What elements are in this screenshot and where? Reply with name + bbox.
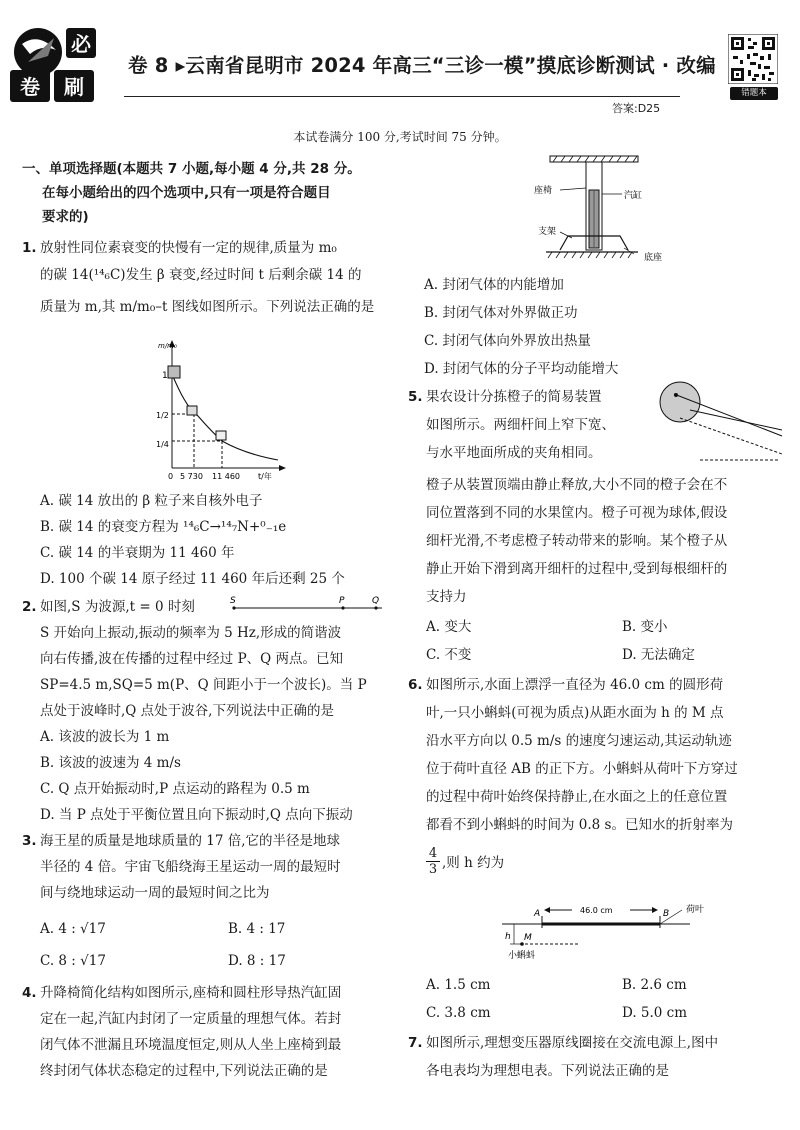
q4-stem-line2: 定在一起,汽缸内封闭了一定质量的理想气体。若封: [40, 1011, 342, 1027]
q5-stem-line3: 与水平地面所成的夹角相同。: [426, 445, 602, 461]
q5-stem-line7: 静止开始下滑到离开细杆的过程中,受到每根细杆的: [426, 561, 728, 577]
q4-lift-chair-figure: [520, 150, 690, 270]
q5-sorting-device-figure: [650, 380, 785, 470]
logo-char-right: 刷: [64, 75, 84, 99]
section-heading-line2: 在每小题给出的四个选项中,只有一项是符合题目: [42, 185, 331, 201]
q1-y-tick-quarter: 1/4: [156, 440, 169, 449]
q1-y-tick-half: 1/2: [156, 411, 169, 420]
q4-label-cylinder: 汽缸: [624, 191, 643, 201]
q1-stem-line1: 放射性同位素衰变的快慢有一定的规律,质量为 m₀: [40, 240, 337, 256]
q6-label-b: B: [663, 909, 670, 919]
q1-x-tick-5730: 5 730: [180, 472, 203, 480]
q4-option-c[interactable]: C. 封闭气体向外界放出热量: [424, 333, 591, 349]
q4-label-seat: 座椅: [534, 186, 553, 196]
q3-option-b[interactable]: B. 4 : 17: [228, 921, 286, 937]
q1-option-c[interactable]: C. 碳 14 的半衰期为 11 460 年: [40, 545, 235, 561]
q2-wave-figure: [226, 592, 386, 616]
q7-stem-line1: 如图所示,理想变压器原线圈接在交流电源上,图中: [426, 1035, 719, 1051]
q6-option-c[interactable]: C. 3.8 cm: [426, 1005, 491, 1021]
q5-stem-line8: 支持力: [426, 589, 467, 605]
q6-option-d[interactable]: D. 5.0 cm: [622, 1005, 688, 1021]
header-divider: [124, 96, 680, 97]
q1-option-b[interactable]: B. 碳 14 的衰变方程为 ¹⁴₆C→¹⁴₇N+⁰₋₁e: [40, 519, 287, 535]
q1-option-d[interactable]: D. 100 个碳 14 原子经过 11 460 年后还剩 25 个: [40, 571, 345, 587]
q6-number: 6.: [408, 677, 423, 693]
q1-x-tick-0: 0: [168, 472, 174, 480]
logo-char-left: 卷: [20, 75, 40, 99]
q4-option-a[interactable]: A. 封闭气体的内能增加: [424, 277, 564, 293]
q5-number: 5.: [408, 389, 423, 405]
q5-stem-line5: 同位置落到不同的水果筐内。橙子可视为球体,假设: [426, 505, 728, 521]
q2-label-p: P: [339, 596, 345, 606]
q1-number: 1.: [22, 240, 37, 256]
q6-fraction-numerator: 4: [428, 846, 438, 861]
q1-option-a[interactable]: A. 碳 14 放出的 β 粒子来自核外电子: [40, 493, 263, 509]
section-heading-line3: 要求的): [42, 209, 89, 225]
q3-option-c[interactable]: C. 8 : √17: [40, 953, 106, 969]
brand-logo: [8, 24, 120, 104]
q5-option-d[interactable]: D. 无法确定: [622, 647, 695, 663]
q5-stem-line6: 细杆光滑,不考虑橙子转动带来的影响。某个橙子从: [426, 533, 728, 549]
q6-label-tadpole: 小蝌蚪: [508, 951, 536, 961]
q2-stem-line3: 向右传播,波在传播的过程中经过 P、Q 两点。已知: [40, 651, 344, 667]
qr-code-icon[interactable]: [728, 34, 778, 84]
q6-stem-line6: 都看不到小蝌蚪的时间为 0.8 s。已知水的折射率为: [426, 817, 733, 833]
q7-number: 7.: [408, 1035, 423, 1051]
exam-info: 本试卷满分 100 分,考试时间 75 分钟。: [293, 130, 507, 144]
q6-fraction-denominator: 3: [426, 861, 440, 877]
section-heading-line1: 一、单项选择题(本题共 7 小题,每小题 4 分,共 28 分。: [22, 161, 361, 177]
q3-option-a[interactable]: A. 4 : √17: [40, 921, 106, 937]
q3-stem-line2: 半径的 4 倍。宇宙飞船绕海王星运动一周的最短时: [40, 859, 341, 875]
q2-option-b[interactable]: B. 该波的波速为 4 m/s: [40, 755, 181, 771]
q3-option-d[interactable]: D. 8 : 17: [228, 953, 286, 969]
q7-stem-line2: 各电表均为理想电表。下列说法正确的是: [426, 1063, 669, 1079]
logo-char-top: 必: [71, 32, 91, 56]
q5-option-c[interactable]: C. 不变: [426, 647, 472, 663]
q2-label-s: S: [230, 596, 236, 606]
q6-stem-line5: 的过程中荷叶始终保持静止,在水面之上的任意位置: [426, 789, 728, 805]
q2-stem-line5: 点处于波峰时,Q 点处于波谷,下列说法中正确的是: [40, 703, 334, 719]
q1-stem-line2: 的碳 14(¹⁴₆C)发生 β 衰变,经过时间 t 后剩余碳 14 的: [40, 267, 362, 283]
q2-stem-line4: SP=4.5 m,SQ=5 m(P、Q 间距小于一个波长)。当 P: [40, 677, 367, 693]
q6-label-m: M: [524, 933, 532, 943]
q2-stem-line2: S 开始向上振动,振动的频率为 5 Hz,形成的简谐波: [40, 625, 342, 641]
q6-stem-line7: ,则 h 约为: [442, 855, 505, 871]
q4-label-stand: 支架: [538, 227, 557, 237]
q4-stem-line1: 升降椅简化结构如图所示,座椅和圆柱形导热汽缸固: [40, 985, 342, 1001]
q6-stem-line1: 如图所示,水面上漂浮一直径为 46.0 cm 的圆形荷: [426, 677, 724, 693]
q2-stem-line1: 如图,S 为波源,t = 0 时刻: [40, 599, 195, 615]
q3-number: 3.: [22, 833, 37, 849]
q1-y-tick-1: 1: [162, 371, 168, 381]
q1-x-axis-label: t/年: [258, 472, 272, 480]
q5-stem-line4: 橙子从装置顶端由静止释放,大小不同的橙子会在不: [426, 477, 728, 493]
q4-option-d[interactable]: D. 封闭气体的分子平均动能增大: [424, 361, 619, 377]
qr-label: 错题本: [730, 87, 778, 100]
q2-option-c[interactable]: C. Q 点开始振动时,P 点运动的路程为 0.5 m: [40, 781, 310, 797]
q5-option-a[interactable]: A. 变大: [426, 619, 472, 635]
q6-stem-line3: 沿水平方向以 0.5 m/s 的速度匀速运动,其运动轨迹: [426, 733, 732, 749]
q1-x-tick-11460: 11 460: [212, 472, 240, 480]
q4-number: 4.: [22, 985, 37, 1001]
q1-decay-graph: [150, 336, 290, 480]
q6-label-h: h: [505, 932, 511, 942]
q1-y-axis-label: m/m₀: [158, 342, 177, 350]
q6-lotus-leaf-figure: [500, 894, 730, 964]
q2-option-a[interactable]: A. 该波的波长为 1 m: [40, 729, 170, 745]
q6-label-diameter: 46.0 cm: [580, 906, 613, 915]
q6-label-lotus: 荷叶: [686, 905, 705, 915]
q3-stem-line1: 海王星的质量是地球质量的 17 倍,它的半径是地球: [40, 833, 341, 849]
q5-stem-line2: 如图所示。两细杆间上窄下宽、: [426, 417, 615, 433]
q4-stem-line3: 闭气体不泄漏且环境温度恒定,则从人坐上座椅到最: [40, 1037, 342, 1053]
q2-number: 2.: [22, 599, 37, 615]
answer-code: 答案:D25: [612, 102, 661, 115]
q6-option-a[interactable]: A. 1.5 cm: [426, 977, 491, 993]
q6-stem-line2: 叶,一只小蝌蚪(可视为质点)从距水面为 h 的 M 点: [426, 705, 724, 721]
q6-option-b[interactable]: B. 2.6 cm: [622, 977, 687, 993]
q1-stem-line3: 质量为 m,其 m/m₀–t 图线如图所示。下列说法正确的是: [40, 299, 375, 315]
q6-label-a: A: [534, 909, 541, 919]
q4-option-b[interactable]: B. 封闭气体对外界做正功: [424, 305, 578, 321]
q5-option-b[interactable]: B. 变小: [622, 619, 668, 635]
q4-stem-line4: 终封闭气体状态稳定的过程中,下列说法正确的是: [40, 1063, 328, 1079]
q6-refraction-fraction: [426, 846, 440, 877]
q5-stem-line1: 果农设计分拣橙子的简易装置: [426, 389, 602, 405]
q6-stem-line4: 位于荷叶直径 AB 的正下方。小蝌蚪从荷叶下方穿过: [426, 761, 738, 777]
paper-title: 卷 8 ▸云南省昆明市 2024 年高三“三诊一模”摸底诊断测试 · 改编: [128, 54, 716, 77]
q4-label-base: 底座: [644, 253, 663, 263]
q3-stem-line3: 间与绕地球运动一周的最短时间之比为: [40, 885, 270, 901]
q2-label-q: Q: [372, 596, 380, 606]
q2-option-d[interactable]: D. 当 P 点处于平衡位置且向下振动时,Q 点向下振动: [40, 807, 353, 823]
